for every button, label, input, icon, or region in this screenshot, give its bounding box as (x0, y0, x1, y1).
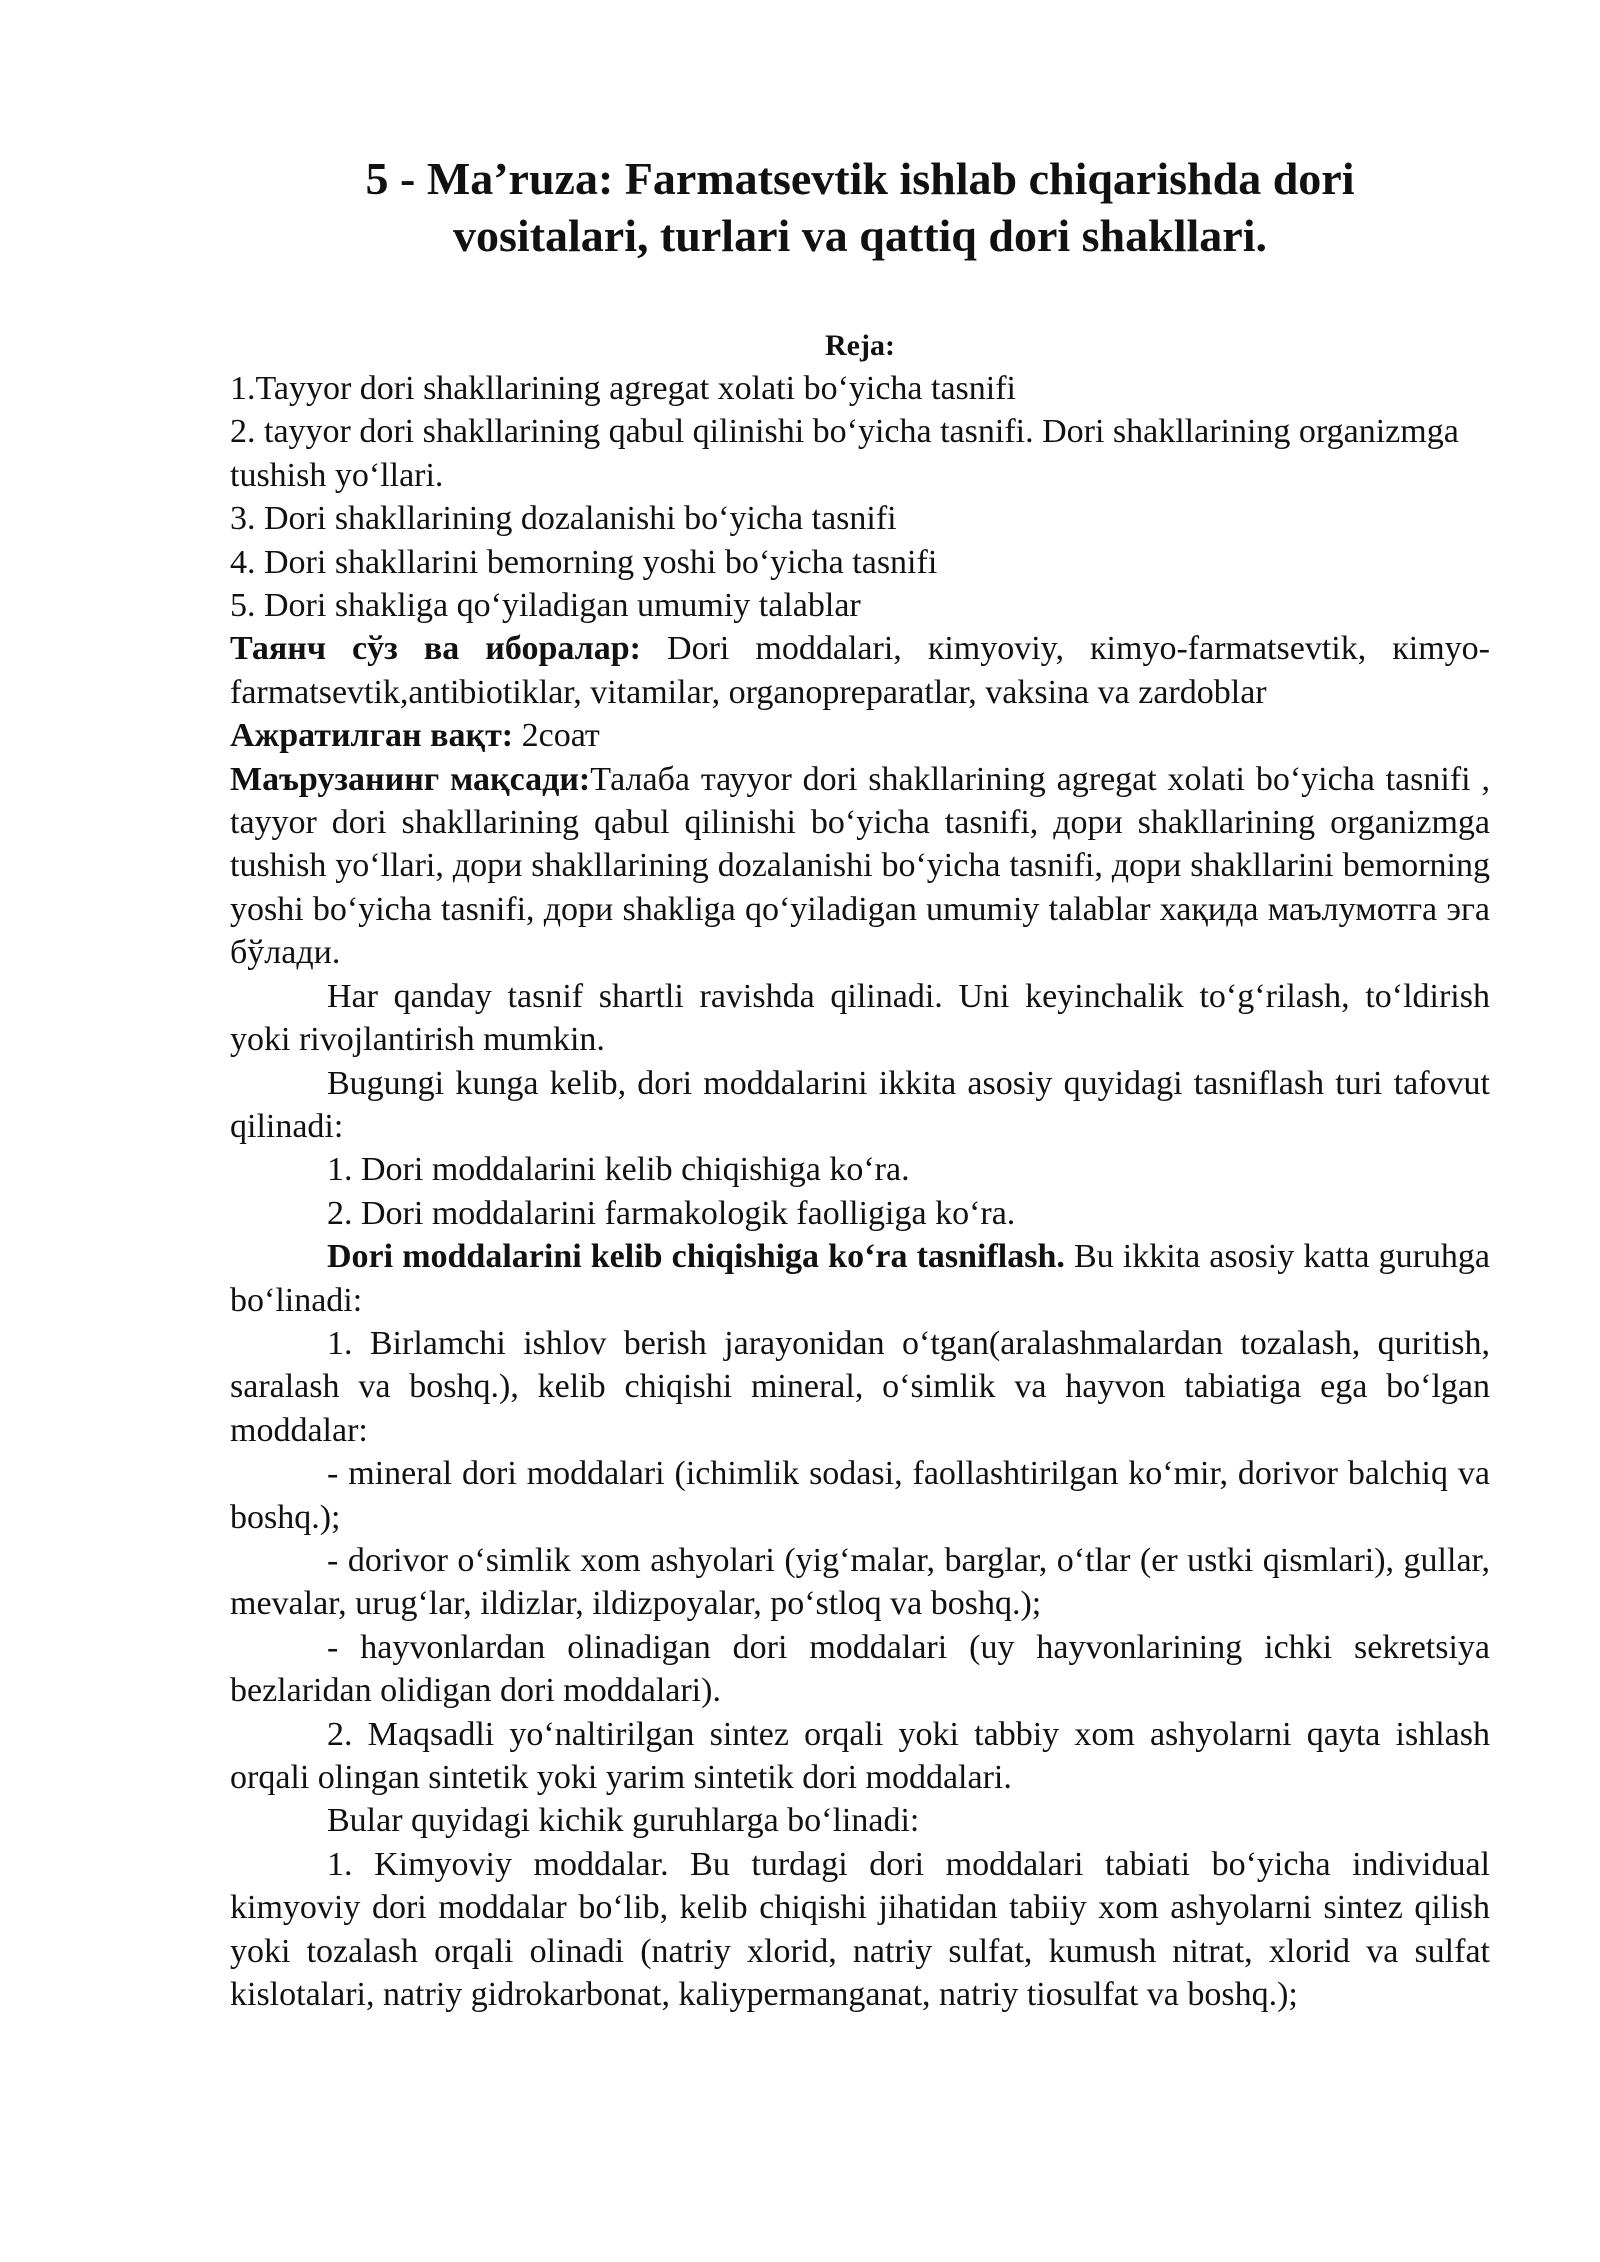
lecture-title-line-1: 5 - Ma’ruza: Farmatsevtik ishlab chiqarishda dori (365, 153, 1355, 204)
classification-item-2: 2. Dori moddalarini farmakologik faolligiga ko‘ra. (327, 1194, 1016, 1232)
time-paragraph (230, 714, 1490, 757)
plan-item-3: 3. Dori shakllarining dozalanishi bo‘yicha tasnifi (230, 500, 897, 538)
lecture-title (230, 150, 1490, 264)
plan-item-2: 2. tayyor dori shakllarining qabul qilinishi bo‘yicha tasnifi. Dori shakllarining organizmga tushish yo‘llari. (230, 413, 1459, 494)
document-page (230, 150, 1490, 2016)
body-paragraph-7: - hayvonlardan olinadigan dori moddalari (uy hayvonlarining ichki sekretsiya bezlaridan olidigan dori moddalari). (230, 1628, 1490, 1710)
plan-item-4: 4. Dori shakllarini bemorning yoshi bo‘yicha tasnifi (230, 543, 938, 581)
plan-heading: Reja: (825, 329, 895, 362)
body-paragraph-10: 1. Kimyoviy moddalar. Bu turdagi dori moddalari tabiati bo‘yicha individual kimyoviy dori moddalar bo‘lib, kelib chiqishi jihatidan tabiiy xom ashyolarni sintez qilish yoki tozalash orqali olinadi (natriy xlorid, natriy sulfat, kumush nitrat, xlorid va sulfat kislotalari, natriy gidrokarbonat, kaliypermanganat, natriy tiosulfat va boshq.); (230, 1845, 1490, 2014)
goal-label: Маърузанинг мақсади: (230, 760, 591, 798)
time-text: 2соат (513, 717, 600, 755)
body-paragraph-5: - mineral dori moddalari (ichimlik sodasi, faollashtirilgan ko‘mir, dorivor balchiq va boshq.); (230, 1455, 1490, 1536)
keywords-text: Dori moddalari, кimyoviy, кimyo-farmatsevtik, кimyo-farmatsevtik,antibiotiklar, vitamilar, organopreparatlar, vaksina va zardoblar (230, 630, 1491, 711)
section-heading-origin: Dori moddalarini kelib chiqishiga ko‘ra tasniflash. (327, 1238, 1065, 1276)
classification-item-1: 1. Dori moddalarini kelib chiqishiga ko‘ra. (327, 1151, 910, 1189)
keywords-label: Таянч сўз ва иборалар: (230, 630, 641, 668)
body-paragraph-9: Bular quyidagi kichik guruhlarga bo‘linadi: (327, 1802, 920, 1840)
lecture-title-line-2: vositalari, turlari va qattiq dori shakllari. (453, 210, 1267, 261)
goal-paragraph (230, 758, 1490, 975)
plan-list (230, 367, 1490, 627)
body-paragraph-3 (230, 1235, 1490, 1322)
plan-item-1: 1.Tayyor dori shakllarining agregat xolati bo‘yicha tasnifi (230, 370, 1017, 407)
body-paragraph-8: 2. Maqsadli yo‘naltirilgan sintez orqali yoki tabbiy xom ashyolarni qayta ishlash orqali olingan sintetik yoki yarim sintetik dori moddalari. (230, 1715, 1490, 1796)
body-paragraph-6: - dorivor o‘simlik xom ashyolari (yig‘malar, barglar, o‘tlar (er ustki qismlari), gullar, mevalar, urug‘lar, ildizlar, ildizpoyalar, po‘stloq va boshq.); (230, 1541, 1490, 1623)
body-paragraph-4: 1. Birlamchi ishlov berish jarayonidan o‘tgan(aralashmalardan tozalash, quritish, saralash va boshq.), kelib chiqishi mineral, o‘simlik va hayvon tabiatiga ega bo‘lgan moddalar: (230, 1324, 1490, 1449)
keywords-paragraph (230, 627, 1490, 714)
body-paragraph-1: Har qanday tasnif shartli ravishda qilinadi. Uni keyinchalik to‘g‘rilash, to‘ldirish yoki rivojlantirish mumkin. (230, 977, 1490, 1059)
time-label: Ажратилган вақт: (230, 717, 514, 755)
body-paragraph-3-text: Bu ikkita asosiy katta guruhga bo‘linadi: (230, 1238, 1490, 1319)
plan-item-5: 5. Dori shakliga qo‘yiladigan umumiy talablar (230, 587, 861, 625)
body-paragraph-2: Bugungi kunga kelib, dori moddalarini ikkita asosiy quyidagi tasniflash turi tafovut qilinadi: (230, 1064, 1490, 1145)
goal-text: Талаба тауyor dori shakllarining agregat xolati bo‘yicha tasnifi , tayyor dori shakllarining qabul qilinishi bo‘yicha tasnifi, дори shakllarining organizmga tushish yo‘llari, дори shakllarining dozalanishi bo‘yicha tasnifi, дори shakllarini bemorning yoshi bo‘yicha tasnifi, дори shakliga qo‘yiladigan umumiy talablar хақида маълумотга эга бўлади. (230, 760, 1490, 972)
